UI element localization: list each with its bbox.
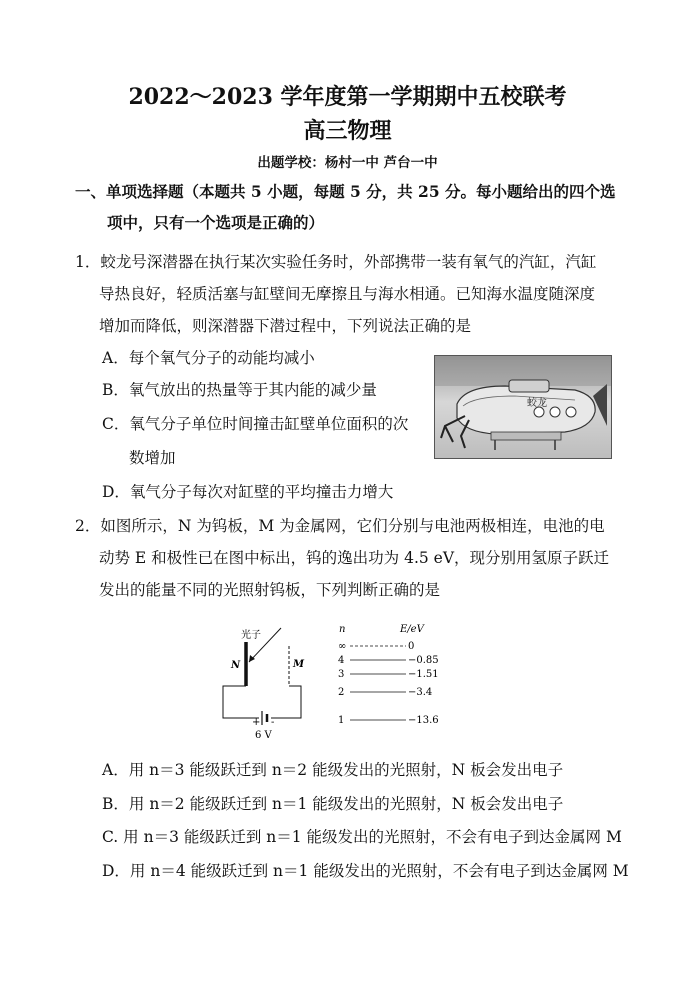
section-heading-line1: 一、单项选择题（本题共 5 小题，每题 5 分，共 25 分。每小题给出的四个选	[75, 182, 616, 201]
energy-level-value-4: −13.6	[408, 715, 438, 726]
energy-level-value-1: −0.85	[408, 655, 438, 666]
q1-line1: 1．蛟龙号深潜器在执行某次实验任务时，外部携带一装有氧气的汽缸，汽缸	[75, 253, 597, 271]
battery-minus-label: -	[271, 717, 275, 728]
exam-title: 2022～2023 学年度第一学期期中五校联考	[128, 84, 567, 110]
q1-line3: 增加而降低，则深潜器下潜过程中，下列说法正确的是	[99, 317, 472, 335]
energy-level-value-2: −1.51	[408, 669, 438, 680]
q2-option-a: A．用 n＝3 能级跃迁到 n＝2 能级发出的光照射，N 板会发出电子	[102, 761, 564, 779]
energy-level-value-3: −3.4	[408, 687, 433, 698]
q2-option-b: B．用 n＝2 能级跃迁到 n＝1 能级发出的光照射，N 板会发出电子	[102, 795, 564, 813]
q1-option-a: A．每个氧气分子的动能均减小	[102, 349, 315, 367]
energy-level-n-0: ∞	[338, 641, 347, 652]
q2-line1: 2．如图所示，N 为钨板，M 为金属网，它们分别与电池两极相连，电池的电	[75, 517, 605, 535]
q2-line3: 发出的能量不同的光照射钨板，下列判断正确的是	[99, 581, 441, 599]
exam-subtitle: 高三物理	[303, 118, 392, 144]
e-header: E/eV	[400, 624, 424, 635]
q1-line2: 导热良好，轻质活塞与缸壁间无摩擦且与海水相通。已知海水温度随深度	[99, 285, 596, 303]
photon-label: 光子	[241, 630, 261, 641]
energy-level-n-2: 3	[338, 669, 345, 680]
exam-schools: 出题学校：杨村一中 芦台一中	[257, 155, 438, 171]
battery-plus-label: +	[252, 717, 261, 728]
label-m: M	[293, 659, 305, 670]
q1-option-b: B．氧气放出的热量等于其内能的减少量	[102, 381, 377, 399]
n-header: n	[339, 624, 346, 635]
energy-level-n-4: 1	[338, 715, 345, 726]
q1-option-c-line2: 数增加	[129, 449, 176, 467]
energy-level-n-1: 4	[338, 655, 345, 666]
submersible-illustration	[435, 356, 611, 458]
q2-option-c: C. 用 n＝3 能级跃迁到 n＝1 能级发出的光照射，不会有电子到达金属网 M	[102, 828, 622, 846]
submersible-name-text: 蛟龙	[527, 398, 547, 409]
q1-option-d: D．氧气分子每次对缸壁的平均撞击力增大	[102, 483, 394, 501]
battery-voltage-label: 6 V	[255, 730, 272, 741]
energy-level-diagram	[328, 622, 438, 742]
q1-option-c-line1: C．氧气分子单位时间撞击缸壁单位面积的次	[102, 415, 409, 433]
submersible-photo	[434, 355, 612, 459]
q2-line2: 动势 E 和极性已在图中标出，钨的逸出功为 4.5 eV，现分别用氢原子跃迁	[99, 549, 610, 567]
energy-level-value-0: 0	[408, 641, 415, 652]
label-n: N	[231, 660, 241, 671]
section-heading-line2: 项中，只有一个选项是正确的）	[107, 213, 325, 232]
energy-level-n-3: 2	[338, 687, 345, 698]
q2-option-d: D．用 n＝4 能级跃迁到 n＝1 能级发出的光照射，不会有电子到达金属网 M	[102, 862, 629, 880]
